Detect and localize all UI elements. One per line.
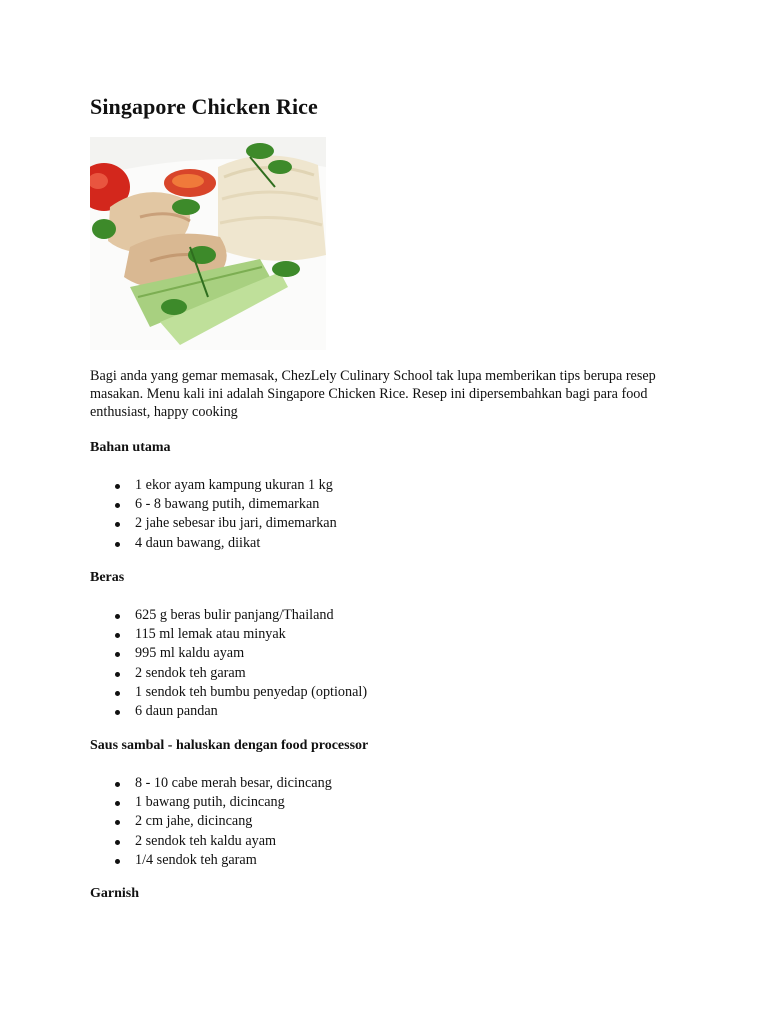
section-title-garnish: Garnish (90, 886, 140, 901)
page-title: Singapore Chicken Rice (90, 94, 318, 119)
list-item: 6 - 8 bawang putih, dimemarkan (90, 495, 337, 514)
list-item: 995 ml kaldu ayam (90, 644, 367, 663)
list-item: 1 sendok teh bumbu penyedap (optional) (90, 683, 367, 702)
ingredient-list-beras (90, 606, 367, 721)
section-title-saus-sambal: Saus sambal - haluskan dengan food processor (90, 738, 369, 753)
ingredient-list-bahan-utama (90, 476, 337, 553)
list-item: 2 sendok teh kaldu ayam (90, 832, 332, 851)
section-title-bahan-utama: Bahan utama (90, 440, 171, 455)
list-item: 2 jahe sebesar ibu jari, dimemarkan (90, 514, 337, 533)
list-item: 2 sendok teh garam (90, 664, 367, 683)
list-item: 2 cm jahe, dicincang (90, 812, 332, 831)
ingredient-list-saus-sambal (90, 774, 332, 870)
section-title-beras: Beras (90, 570, 125, 585)
list-item: 1 bawang putih, dicincang (90, 793, 332, 812)
list-item: 1/4 sendok teh garam (90, 851, 332, 870)
list-item: 4 daun bawang, diikat (90, 534, 337, 553)
list-item: 1 ekor ayam kampung ukuran 1 kg (90, 476, 337, 495)
list-item: 625 g beras bulir panjang/Thailand (90, 606, 367, 625)
recipe-photo (90, 137, 326, 350)
list-item: 6 daun pandan (90, 702, 367, 721)
list-item: 8 - 10 cabe merah besar, dicincang (90, 774, 332, 793)
list-item: 115 ml lemak atau minyak (90, 625, 367, 644)
intro-paragraph: Bagi anda yang gemar memasak, ChezLely Culinary School tak lupa memberikan tips berupa resep masakan. Menu kali ini adalah Singapore Chicken Rice. Resep ini dipersembahkan bagi para food enthusiast, happy cooking (90, 368, 656, 420)
